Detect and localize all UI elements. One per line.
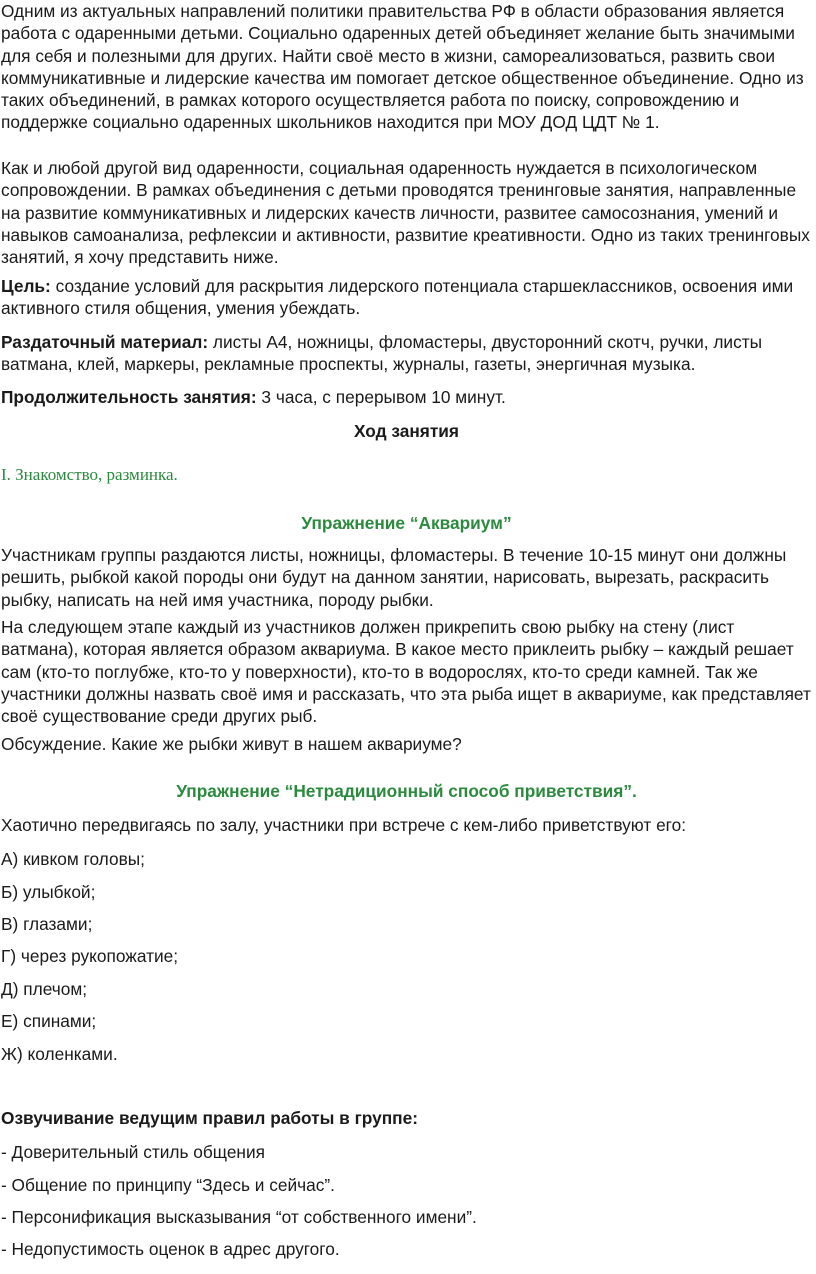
list-item: - Доверительный стиль общения [1, 1142, 265, 1162]
aquarium-paragraph-2: На следующем этапе каждый из участников должен прикрепить свою рыбку на стену (лист ватмана), которая является образом аквариума. В какое место приклеить рыбку – каждый решает сам (кто-то поглубже, кто-то у поверхности), кто-то в водорослях, кто-то среди камней. Так же участники должны назвать своё имя и рассказать, что эта рыба ищет в аквариуме, как представляет своё существование среди других рыб. [1, 617, 811, 727]
materials-paragraph [1, 331, 812, 376]
list-item: Д) плечом; [1, 979, 88, 999]
section-heading-1: I. Знакомство, разминка. [1, 465, 178, 484]
rules-title: Озвучивание ведущим правил работы в группе: [1, 1108, 418, 1128]
list-item: - Общение по принципу “Здесь и сейчас”. [1, 1175, 335, 1195]
greeting-intro: Хаотично передвигаясь по залу, участники при встрече с кем-либо приветствуют его: [1, 815, 687, 835]
list-item: - Недопустимость оценок в адрес другого. [1, 1239, 340, 1259]
list-item: В) глазами; [1, 914, 93, 934]
intro-paragraph-1: Одним из актуальных направлений политики правительства РФ в области образования является работа с одаренными детьми. Социально одаренных детей объединяет желание быть значимыми для себя и полезными для других. Найти своё место в жизни, самореализоваться, развить свои коммуникативные и лидерские качества им помогает детское общественное объединение. Одно из таких объединений, в рамках которого осуществляется работа по поиску, сопровождению и поддержке социально одаренных школьников находится при МОУ ДОД ЦДТ № 1. [1, 1, 804, 133]
materials-text: листы А4, ножницы, фломастеры, двусторонний скотч, ручки, листы ватмана, клей, маркеры, рекламные проспекты, журналы, газеты, энергичная музыка. [1, 332, 763, 375]
list-item: - Персонификация высказывания “от собственного имени”. [1, 1207, 477, 1227]
list-item: Г) через рукопожатие; [1, 946, 179, 966]
exercise-aquarium-title: Упражнение “Аквариум” [301, 513, 512, 533]
intro-paragraph-2: Как и любой другой вид одаренности, социальная одаренность нуждается в психологическом сопровождении. В рамках объединения с детьми проводятся тренинговые занятия, направленные на развитие коммуникативных и лидерских качеств личности, развитее самосознания, умений и навыков самоанализа, рефлексии и активности, развитие креативности. Одно из таких тренинговых занятий, я хочу представить ниже. [1, 158, 810, 268]
aquarium-paragraph-3: Обсуждение. Какие же рыбки живут в нашем аквариуме? [1, 734, 462, 754]
aquarium-paragraph-1: Участникам группы раздаются листы, ножницы, фломастеры. В течение 10-15 минут они должны решить, рыбкой какой породы они будут на данном занятии, нарисовать, вырезать, раскрасить рыбку, написать на ней имя участника, породу рыбки. [1, 545, 787, 610]
goal-paragraph [1, 275, 812, 320]
exercise-greeting-title: Упражнение “Нетрадиционный способ приветствия”. [176, 781, 637, 801]
lesson-title: Ход занятия [353, 421, 460, 441]
list-item: А) кивком головы; [1, 849, 145, 869]
goal-label: Цель: [1, 276, 51, 296]
duration-text: 3 часа, с перерывом 10 минут. [256, 387, 506, 407]
list-item: Ж) коленками. [1, 1044, 118, 1064]
list-item: Б) улыбкой; [1, 882, 96, 902]
duration-paragraph [1, 386, 812, 408]
duration-label: Продолжительность занятия: [1, 387, 257, 407]
goal-text: создание условий для раскрытия лидерского потенциала старшеклассников, освоения ими активного стиля общения, умения убеждать. [1, 276, 794, 319]
materials-label: Раздаточный материал: [1, 332, 209, 352]
list-item: Е) спинами; [1, 1011, 97, 1031]
